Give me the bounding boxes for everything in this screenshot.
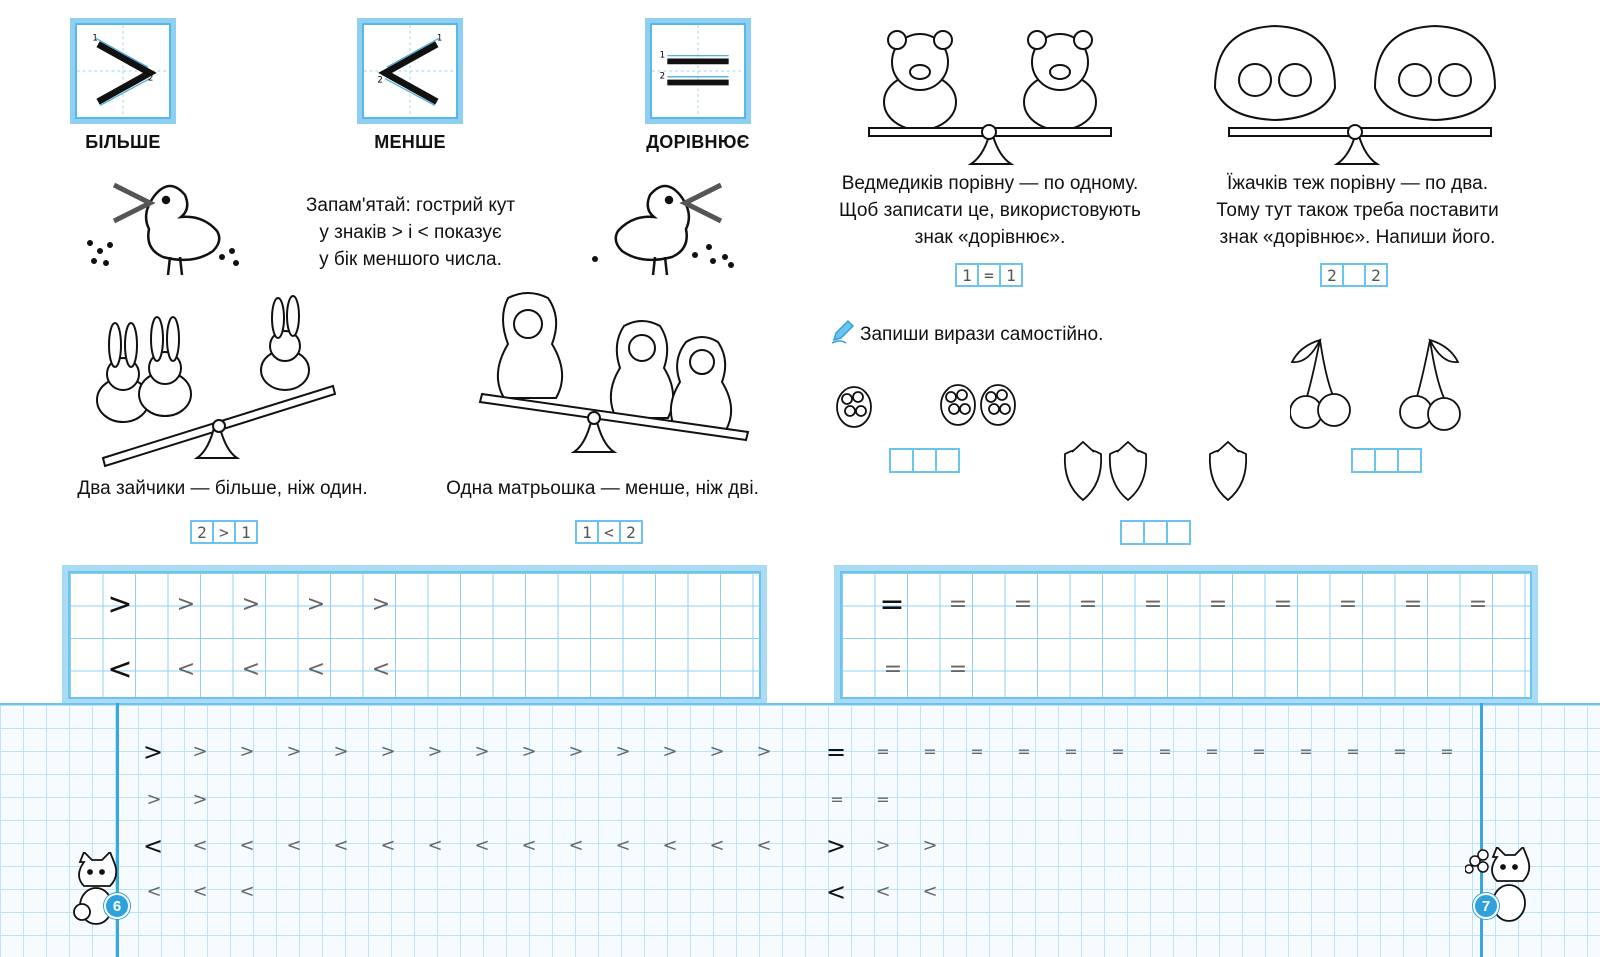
notebook-equal-trace: =	[1017, 742, 1029, 761]
answer-cell[interactable]: 2	[619, 520, 643, 544]
notebook-greater-trace: >	[146, 789, 160, 810]
bears-seesaw-illustration	[865, 22, 1115, 172]
remember-text: Запам'ятай: гострий кут у знаків > і < показує у бік меншого числа.	[305, 195, 516, 270]
answer-cell[interactable]	[1351, 448, 1376, 473]
bears-text: Ведмедиків порівну — по одному. Щоб записати це, використовують знак «дорівнює».	[839, 173, 1141, 248]
kitten-left-illustration	[66, 852, 126, 932]
answer-cell[interactable]: 2	[1320, 263, 1344, 287]
greater-label: БІЛЬШЕ	[85, 132, 161, 152]
greater-trace: >	[176, 592, 194, 617]
notebook-less-trace: <	[427, 835, 441, 856]
svg-text:2: 2	[659, 71, 666, 82]
raspberries-illustration	[830, 375, 1020, 435]
strawberries-illustration	[1060, 440, 1260, 505]
less-sign-sample: <	[107, 652, 133, 687]
answer-cell[interactable]	[1397, 448, 1422, 473]
equal-trace: =	[1468, 592, 1486, 617]
notebook-greater-trace: >	[286, 741, 300, 762]
equal-trace: =	[1403, 592, 1421, 617]
answer-cell[interactable]: 2	[1364, 263, 1388, 287]
less-trace: <	[371, 657, 389, 682]
practice-frame-left	[62, 565, 767, 705]
notebook-less-trace: <	[875, 881, 889, 902]
notebook-greater-trace: >	[333, 741, 347, 762]
equal-trace: =	[1078, 592, 1096, 617]
hedgehogs-text: Їжачків теж порівну — по два. Тому тут також треба поставити знак «дорівнює». Напиши його.	[1216, 173, 1499, 248]
practice-grid[interactable]	[840, 571, 1532, 699]
notebook-equal-trace: =	[1440, 742, 1452, 761]
equal-trace: =	[1208, 592, 1226, 617]
notebook-greater-trace: >	[922, 835, 936, 856]
less-sign-icon	[364, 25, 456, 117]
notebook-equal-trace: =	[1346, 742, 1358, 761]
task-instruction: Запиши вирази самостійно.	[860, 324, 1104, 345]
notebook-less-trace: <	[192, 835, 206, 856]
balance-scale-icon	[1229, 125, 1491, 164]
dolls-seesaw-illustration	[478, 290, 768, 470]
strawberry-icon	[1110, 442, 1146, 500]
notebook-greater-trace: >	[875, 835, 889, 856]
notebook-greater-trace: >	[615, 741, 629, 762]
page-number-left: 6	[104, 893, 130, 919]
answer-cell[interactable]	[1374, 448, 1399, 473]
teddy-bear-icon	[884, 31, 956, 130]
cherries-icon	[1400, 340, 1460, 430]
notebook-equal-trace: =	[923, 742, 935, 761]
notebook-less-trace: <	[756, 835, 770, 856]
notebook-equal-trace: =	[1299, 742, 1311, 761]
practice-frame-right	[834, 565, 1538, 705]
teddy-bear-icon	[1024, 31, 1096, 130]
notebook-greater-trace: >	[521, 741, 535, 762]
answer-cell[interactable]: 1	[575, 520, 599, 544]
less-trace: <	[176, 657, 194, 682]
nesting-doll-icon	[671, 337, 731, 430]
hedgehog-icon	[1215, 26, 1335, 120]
less-label: МЕНШЕ	[374, 132, 446, 152]
answer-cell[interactable]: 2	[190, 520, 214, 544]
notebook-greater-trace: >	[427, 741, 441, 762]
equal-trace: =	[1013, 592, 1031, 617]
notebook-equal-sample: =	[825, 738, 847, 766]
greater-trace: >	[241, 592, 259, 617]
answer-cell[interactable]	[912, 448, 937, 473]
svg-text:1: 1	[659, 50, 666, 61]
greater-trace: >	[306, 592, 324, 617]
notebook-greater-trace: >	[380, 741, 394, 762]
notebook-less-trace: <	[568, 835, 582, 856]
equal-trace: =	[883, 657, 901, 682]
hedgehog-icon	[1375, 26, 1495, 120]
equal-label: ДОРІВНЮЄ	[646, 132, 750, 152]
pencil-icon	[830, 318, 856, 344]
notebook-less-trace: <	[333, 835, 347, 856]
notebook-equal-trace: =	[1111, 742, 1123, 761]
notebook-less-trace: <	[239, 835, 253, 856]
chick-icon	[146, 186, 219, 275]
strawberries-answer-cells	[1120, 520, 1191, 545]
notebook-less-trace: <	[239, 881, 253, 902]
raspberries-answer-cells	[889, 448, 960, 473]
cherries-answer-cells	[1351, 448, 1422, 473]
strawberry-icon	[1065, 442, 1101, 500]
answer-cell[interactable]: =	[977, 263, 1001, 287]
less-trace: <	[241, 657, 259, 682]
notebook-less-trace: <	[922, 881, 936, 902]
cherries-icon	[1290, 340, 1350, 428]
notebook-greater-sample: >	[142, 738, 164, 766]
answer-cell[interactable]: <	[597, 520, 621, 544]
notebook-less-trace: <	[521, 835, 535, 856]
notebook-equal-trace: =	[1393, 742, 1405, 761]
dolls-caption: Одна матрьошка — менше, ніж дві.	[446, 478, 759, 499]
notebook-less-trace: <	[709, 835, 723, 856]
greater-trace: >	[371, 592, 389, 617]
notebook-greater-trace: >	[709, 741, 723, 762]
notebook-greater-trace: >	[568, 741, 582, 762]
raspberry-icon	[941, 385, 975, 425]
chick-icon	[616, 186, 689, 275]
less-trace: <	[306, 657, 324, 682]
notebook-equal-trace: =	[970, 742, 982, 761]
notebook-less-trace: <	[662, 835, 676, 856]
notebook-less-trace: <	[192, 881, 206, 902]
equal-sign-sample: =	[879, 587, 905, 622]
notebook-greater-trace: >	[239, 741, 253, 762]
raspberry-icon	[981, 385, 1015, 425]
chick-left-illustration	[80, 175, 250, 280]
hedgehogs-answer-cells	[1320, 263, 1388, 287]
chick-right-illustration	[585, 175, 755, 280]
bunny-icon	[261, 296, 309, 390]
answer-cell[interactable]	[935, 448, 960, 473]
svg-text:2: 2	[377, 75, 383, 86]
bears-answer-cells	[955, 263, 1023, 287]
greater-beak-icon	[114, 185, 150, 221]
svg-text:2: 2	[147, 73, 154, 84]
hedgehogs-seesaw-illustration	[1205, 18, 1505, 173]
answer-cell[interactable]	[1342, 263, 1366, 287]
practice-grid[interactable]	[68, 571, 761, 699]
less-beak-icon	[685, 185, 721, 221]
notebook-greater-trace: >	[474, 741, 488, 762]
raspberry-icon	[837, 387, 871, 427]
equal-trace: =	[948, 592, 966, 617]
equal-trace: =	[1273, 592, 1291, 617]
nesting-doll-icon	[611, 321, 673, 418]
notebook-equal-trace: =	[830, 790, 842, 809]
balance-scale-icon	[869, 125, 1111, 164]
notebook-less-trace: <	[474, 835, 488, 856]
equal-trace: =	[1143, 592, 1161, 617]
answer-cell[interactable]	[1143, 520, 1168, 545]
bunnies-answer-cells	[190, 520, 258, 544]
notebook-greater-trace: >	[662, 741, 676, 762]
less-sign-box	[357, 18, 463, 124]
equal-sign-icon	[652, 25, 744, 117]
notebook-less-trace: <	[615, 835, 629, 856]
svg-text:1: 1	[436, 33, 443, 44]
bunnies-seesaw-illustration	[85, 290, 345, 470]
notebook-greater-sample: >	[825, 832, 847, 860]
answer-cell[interactable]: 1	[234, 520, 258, 544]
notebook-greater-trace: >	[756, 741, 770, 762]
notebook-greater-trace: >	[192, 789, 206, 810]
equal-sign-box	[645, 18, 751, 124]
page-number-right: 7	[1473, 893, 1499, 919]
equal-trace: =	[948, 657, 966, 682]
greater-sign-box	[70, 18, 176, 124]
notebook-equal-trace: =	[1252, 742, 1264, 761]
dolls-answer-cells	[575, 520, 643, 544]
equal-trace: =	[1338, 592, 1356, 617]
notebook-equal-trace: =	[876, 742, 888, 761]
bunny-icon	[97, 323, 149, 422]
notebook-equal-trace: =	[1064, 742, 1076, 761]
answer-cell[interactable]: 1	[955, 263, 979, 287]
answer-cell[interactable]: 1	[999, 263, 1023, 287]
notebook-less-trace: <	[146, 881, 160, 902]
svg-text:1: 1	[92, 33, 98, 44]
bunnies-caption: Два зайчики — більше, ніж один.	[77, 478, 368, 499]
notebook-equal-trace: =	[1205, 742, 1217, 761]
greater-sign-icon	[77, 25, 169, 117]
nesting-doll-icon	[498, 293, 562, 398]
notebook-greater-trace: >	[192, 741, 206, 762]
greater-sign-sample: >	[107, 587, 133, 622]
kitten-right-illustration	[1465, 847, 1535, 932]
strawberry-icon	[1210, 442, 1246, 500]
cherries-illustration	[1290, 330, 1490, 440]
notebook-less-sample: <	[142, 832, 164, 860]
notebook-equal-trace: =	[876, 790, 888, 809]
notebook-less-trace: <	[286, 835, 300, 856]
flower-icon	[1465, 850, 1488, 873]
answer-cell[interactable]	[889, 448, 914, 473]
answer-cell[interactable]: >	[212, 520, 236, 544]
notebook-less-sample: <	[825, 878, 847, 906]
notebook-equal-trace: =	[1158, 742, 1170, 761]
answer-cell[interactable]	[1166, 520, 1191, 545]
notebook-less-trace: <	[380, 835, 394, 856]
bunny-icon	[139, 317, 191, 416]
answer-cell[interactable]	[1120, 520, 1145, 545]
